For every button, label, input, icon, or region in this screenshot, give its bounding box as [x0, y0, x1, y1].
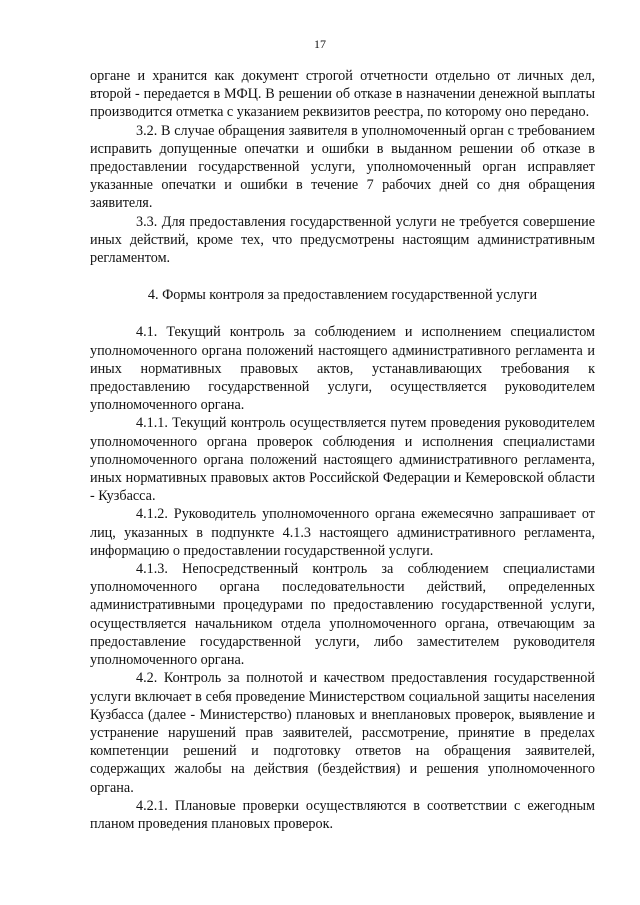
section-title: 4. Формы контроля за предоставлением государственной услуги [147, 287, 538, 304]
paragraph-3-2: 3.2. В случае обращения заявителя в уполномоченный орган с требованием исправить допущенные опечатки и ошибки в выданном решении об отказе в предоставлении государственной услуги, уполномоченный орган исправляет указанные опечатки и ошибки в течение 7 рабочих дней со дня обращения заявителя. [90, 122, 595, 212]
paragraph-4-2-1: 4.2.1. Плановые проверки осуществляются в соответствии с ежегодным планом проведения плановых проверок. [90, 797, 595, 832]
paragraph-4-1-1: 4.1.1. Текущий контроль осуществляется путем проведения руководителем уполномоченного органа проверок соблюдения и исполнения специалистами уполномоченного органа положений настоящего административного регламента, иных нормативных правовых актов Российской Федерации и Кемеровской области - Кузбасса. [90, 415, 595, 505]
document-body [90, 67, 595, 833]
paragraph-4-1: 4.1. Текущий контроль за соблюдением и исполнением специалистом уполномоченного органа положений настоящего административного регламента и иных нормативных правовых актов, устанавливающих требования к предоставлению государственной услуги, осуществляется руководителем уполномоченного органа. [90, 324, 595, 414]
page-number: 17 [314, 37, 326, 51]
paragraph-continued: органе и хранится как документ строгой отчетности отдельно от личных дел, второй - передается в МФЦ. В решении об отказе в назначении денежной выплаты производится отметка с указанием реквизитов реестра, по которому оно передано. [90, 68, 595, 121]
paragraph-4-1-3: 4.1.3. Непосредственный контроль за соблюдением специалистами уполномоченного органа последовательности действий, определенных административными процедурами по предоставлению государственной услуги, осуществляется начальником отдела уполномоченного органа, отвечающим за предоставление государственной услуги, либо заместителем руководителя уполномоченного органа. [90, 561, 595, 669]
paragraph-4-1-2: 4.1.2. Руководитель уполномоченного органа ежемесячно запрашивает от лиц, указанных в подпункте 4.1.3 настоящего административного регламента, информацию о предоставлении государственной услуги. [90, 506, 595, 559]
paragraph-3-3: 3.3. Для предоставления государственной услуги не требуется совершение иных действий, кроме тех, что предусмотрены настоящим административным регламентом. [90, 213, 595, 267]
paragraph-4-2: 4.2. Контроль за полнотой и качеством предоставления государственной услуги включает в себя проведение Министерством социальной защиты населения Кузбасса (далее - Министерство) плановых и внеплановых проверок, выявление и устранение нарушений прав заявителей, рассмотрение, принятие в пределах компетенции решений и подготовку ответов на обращения заявителей, содержащих жалобы на действия (бездействия) и решения уполномоченного органа. [90, 670, 595, 796]
